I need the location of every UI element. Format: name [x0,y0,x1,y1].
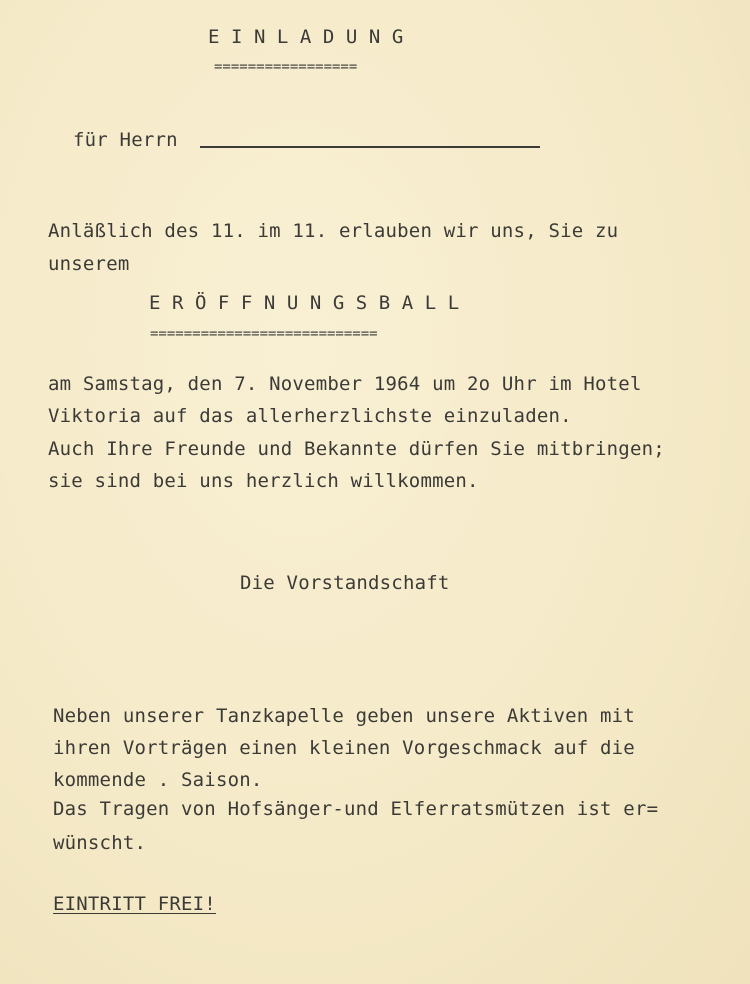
note-text-line-3: kommende . Saison. [53,769,263,791]
intro-text-line-1: Anläßlich des 11. im 11. erlauben wir uns, Sie zu [48,220,619,242]
body-text-line-1: am Samstag, den 7. November 1964 um 2o Uhr im Hotel [48,373,642,395]
note-text-line-2: ihren Vorträgen einen kleinen Vorgeschmack auf die [53,737,635,759]
body-text-line-4: sie sind bei uns herzlich willkommen. [48,470,479,492]
event-title-double-underline: =========================== [150,326,378,342]
intro-text-line-2: unserem [48,253,130,275]
note-text-line-4: Das Tragen von Hofsänger-und Elferratsmützen ist er= [53,798,659,820]
title-double-underline: ================= [214,59,358,75]
signature-line: Die Vorstandschaft [240,572,450,594]
note-text-line-5: wünscht. [53,832,147,854]
invitation-title: E I N L A D U N G [208,26,404,48]
salutation-label: für Herrn [73,129,178,151]
entry-free-notice: EINTRITT FREI! [53,893,216,915]
recipient-name-blank-line [200,146,540,148]
body-text-line-3: Auch Ihre Freunde und Bekannte dürfen Sie mitbringen; [48,438,665,460]
note-text-line-1: Neben unserer Tanzkapelle geben unsere Aktiven mit [53,705,635,727]
event-title: E R Ö F F N U N G S B A L L [149,292,460,314]
body-text-line-2: Viktoria auf das allerherzlichste einzuladen. [48,405,572,427]
